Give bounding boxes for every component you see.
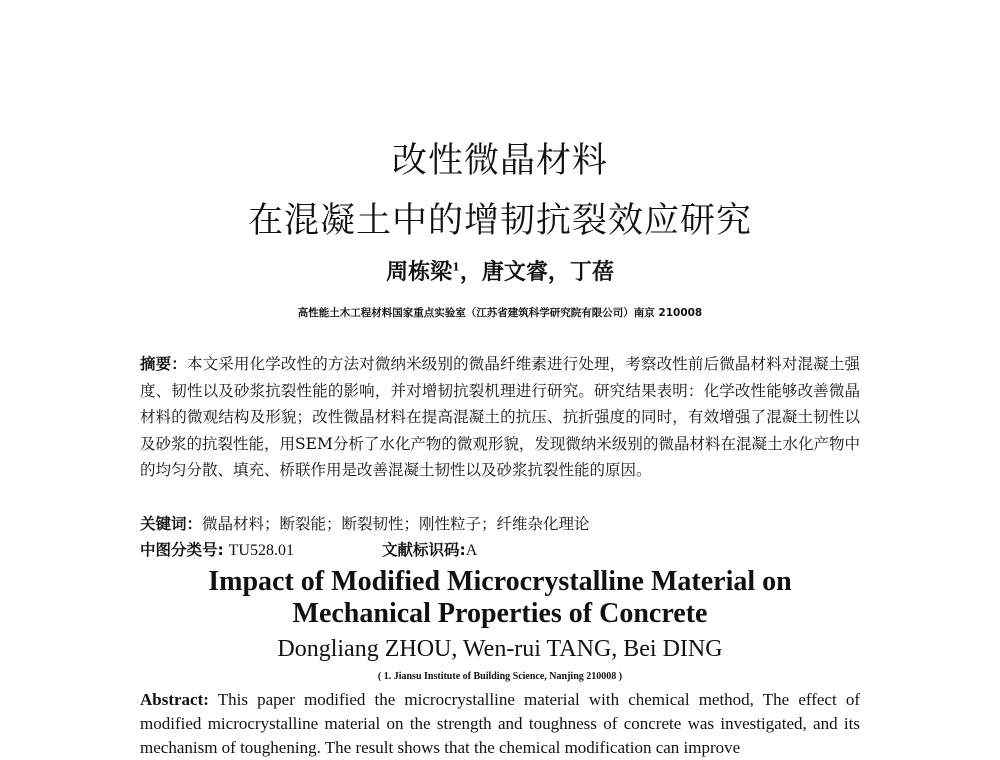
english-affiliation: ( 1. Jiansu Institute of Building Science, Nanjing 210008 ) [377,671,623,682]
english-title-line-1: Impact of Modified Microcrystalline Material on [208,566,792,597]
author-affiliation-marker: 1 [452,260,460,274]
english-abstract [140,688,860,760]
abstract-cn-label: 摘要： [140,355,187,373]
chinese-title-line-1: 改性微晶材料 [391,141,608,181]
clc-label: 中图分类号: [140,541,224,559]
keywords-cn-label: 关键词： [140,515,203,533]
chinese-affiliation: 高性能土木工程材料国家重点实验室（江苏省建筑科学研究院有限公司）南京 210008 [297,307,703,319]
chinese-abstract [140,351,860,484]
chinese-keywords [140,511,860,538]
doc-code-label: 文献标识码: [382,541,466,559]
chinese-title-line-2: 在混凝土中的增韧抗裂效应研究 [247,201,752,241]
classification-line [140,538,478,560]
abstract-en-text: This paper modified the microcrystalline material with chemical method, The effect of modified microcrystalline material on the strength and toughness of concrete was investigated, and its mechanism of toughening. The result shows that the chemical modification can improve [140,690,860,757]
other-authors-cn: ，唐文睿，丁蓓 [459,259,614,285]
abstract-en-label: Abstract: [140,690,209,709]
chinese-authors [0,255,1000,286]
first-author-cn: 周栋梁 [386,259,453,285]
doc-code-value: A [465,542,478,559]
keywords-cn-text: 微晶材料；断裂能；断裂韧性；刚性粒子；纤维杂化理论 [202,515,590,533]
document-code [382,538,477,560]
clc-value: TU528.01 [228,542,294,559]
abstract-cn-text: 本文采用化学改性的方法对微纳米级别的微晶纤维素进行处理，考察改性前后微晶材料对混凝土强度、韧性以及砂浆抗裂性能的影响，并对增韧抗裂机理进行研究。研究结果表明：化学改性能够改善微晶材料的微观结构及形貌；改性微晶材料在提高混凝土的抗压、抗折强度的同时，有效增强了混凝土韧性以及砂浆的抗裂性能，用SEM分析了水化产物的微观形貌，发现微纳米级别的微晶材料在混凝土水化产物中的均匀分散、填充、桥联作用是改善混凝土韧性以及砂浆抗裂性能的原因。 [140,355,860,479]
english-title-line-2: Mechanical Properties of Concrete [292,598,708,629]
english-authors: Dongliang ZHOU, Wen-rui TANG, Bei DING [277,636,723,662]
